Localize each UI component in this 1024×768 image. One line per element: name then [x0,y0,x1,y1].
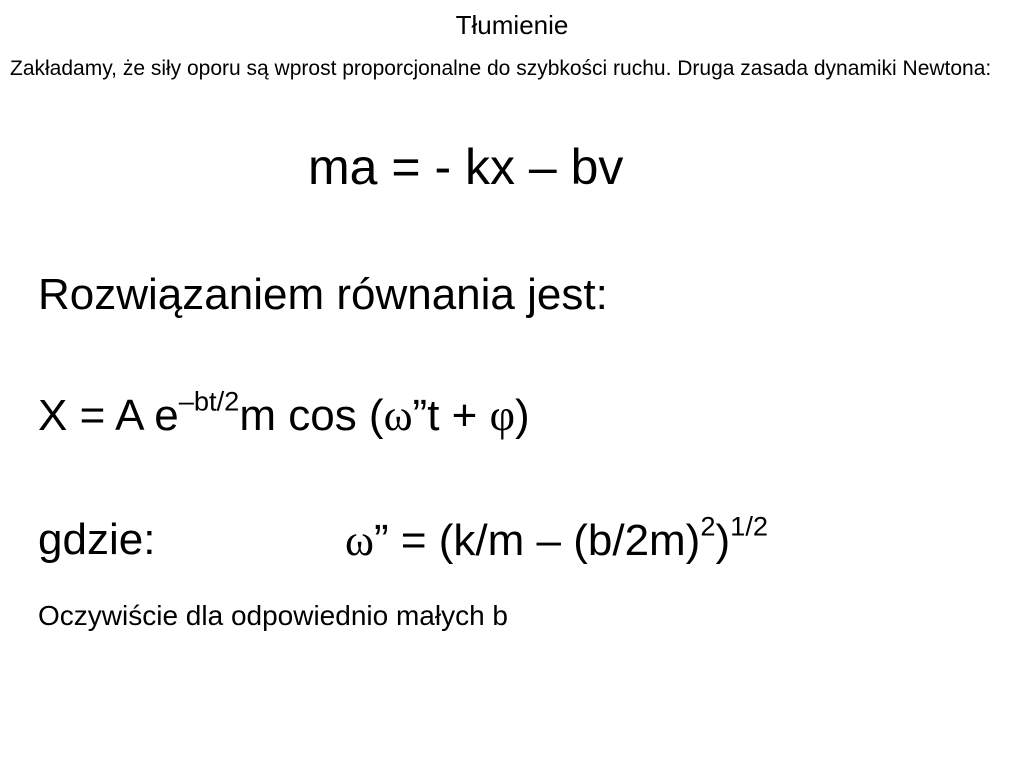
intro-text: Zakładamy, że siły oporu są wprost proporcjonalne do szybkości ruchu. Druga zasada dynamiki Newtona: [10,57,992,80]
omega-def-close: ) [715,516,731,565]
omega-def-body: ” = (k/m – (b/2m) [373,516,701,565]
solution-equation [38,385,530,441]
newton-equation: ma = - kx – bv [308,139,624,195]
solution-lhs: X = A e [38,391,179,440]
where-label: gdzie: [38,515,156,564]
note-text: Oczywiście dla odpowiednio małych b [38,600,508,631]
omega-def-symbol: ω [345,516,374,565]
solution-heading: Rozwiązaniem równania jest: [38,270,608,319]
solution-cos: m cos ( [239,391,384,440]
solution-close: ) [514,391,530,440]
phi-symbol: φ [489,391,515,440]
slide-title: Tłumienie [455,10,569,40]
omega-def-square: 2 [700,510,716,542]
omega-def-power: 1/2 [730,510,769,542]
omega-definition [345,510,769,566]
omega-symbol: ω [383,391,413,440]
solution-exponent: –bt/2 [178,385,240,417]
solution-time-term: ”t + [412,391,490,440]
